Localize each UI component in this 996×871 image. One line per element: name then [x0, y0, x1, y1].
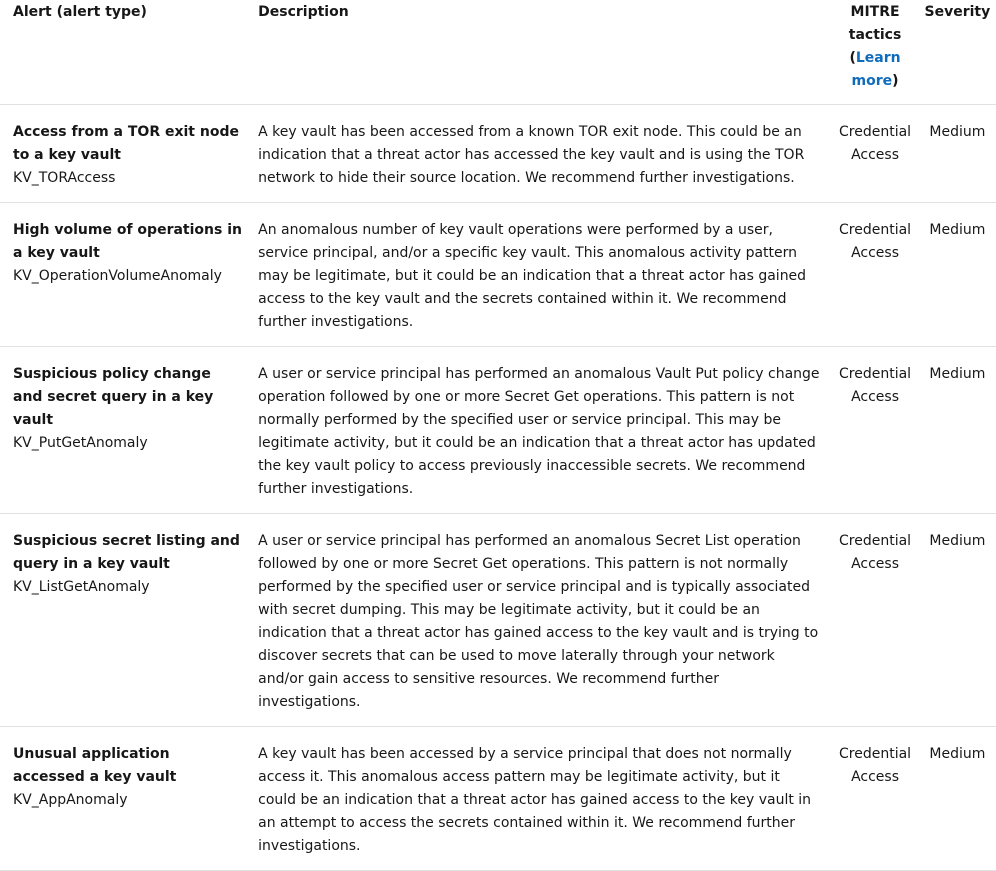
- alert-severity: Medium: [929, 533, 986, 549]
- header-mitre-tactics: [831, 0, 918, 105]
- table-row: [0, 105, 996, 203]
- alert-mitre-tactic: Credential Access: [839, 533, 912, 572]
- alert-description: A user or service principal has performed an anomalous Vault Put policy change operation followed by one or more Secret Get operations. This pattern is not normally performed by the specified user or service principal. This may be legitimate activity, but it could be an indication that a threat actor has updated the key vault policy to access previously inaccessible secrets. We recommend further investigations.: [258, 366, 820, 497]
- alert-name: Unusual application accessed a key vault: [13, 746, 177, 785]
- header-mitre-paren-open: (: [849, 50, 856, 66]
- alert-name: Suspicious secret listing and query in a key vault: [13, 533, 240, 572]
- alert-mitre-tactic: Credential Access: [839, 746, 912, 785]
- alert-name: Suspicious policy change and secret query in a key vault: [13, 366, 214, 428]
- alert-description: A user or service principal has performed an anomalous Secret List operation followed by one or more Secret Get operations. This pattern is not normally performed by the specified user or service principal and is typically associated with secret dumping. This may be legitimate activity, but it could be an indication that a threat actor has gained access to the key vault and is trying to discover secrets that can be used to move laterally through your network and/or gain access to sensitive resources. We recommend further investigations.: [258, 533, 819, 710]
- header-severity: Severity: [924, 4, 991, 20]
- header-mitre-line1: MITRE: [850, 4, 900, 20]
- alert-mitre-tactic: Credential Access: [839, 222, 912, 261]
- alert-name: High volume of operations in a key vault: [13, 222, 242, 261]
- alert-cell: [0, 105, 258, 203]
- header-alert-type: Alert (alert type): [13, 4, 147, 20]
- alert-description: An anomalous number of key vault operations were performed by a user, service principal, and/or a specific key vault. This anomalous activity pattern may be legitimate, but it could be an indication that a threat actor has gained access to the key vault and the secrets contained within it. We recommend further investigations.: [258, 222, 807, 330]
- alert-code: KV_TORAccess: [13, 170, 116, 186]
- alert-name: Access from a TOR exit node to a key vault: [13, 124, 239, 163]
- alert-cell: [0, 347, 258, 514]
- alert-code: KV_ListGetAnomaly: [13, 579, 150, 595]
- alert-severity: Medium: [929, 222, 986, 238]
- alert-description: A key vault has been accessed from a known TOR exit node. This could be an indication that a threat actor has accessed the key vault and is using the TOR network to hide their source location. We recommend further investigations.: [258, 124, 805, 186]
- header-mitre-paren-close: ): [892, 73, 899, 89]
- alert-code: KV_OperationVolumeAnomaly: [13, 268, 222, 284]
- alert-severity: Medium: [929, 746, 986, 762]
- table-row: [0, 514, 996, 727]
- alert-description: A key vault has been accessed by a service principal that does not normally access it. This anomalous access pattern may be legitimate activity, but it could be an indication that a threat actor has gained access to the key vault in an attempt to access the secrets contained within it. We recommend further investigations.: [258, 746, 812, 854]
- learn-more-link[interactable]: Learn more: [851, 50, 901, 89]
- alert-severity: Medium: [929, 124, 986, 140]
- alert-cell: [0, 727, 258, 871]
- table-header-row: [0, 0, 996, 105]
- alert-mitre-tactic: Credential Access: [839, 366, 912, 405]
- alert-severity: Medium: [929, 366, 986, 382]
- table-row: [0, 727, 996, 871]
- alert-cell: [0, 203, 258, 347]
- table-row: [0, 203, 996, 347]
- table-row: [0, 347, 996, 514]
- alert-mitre-tactic: Credential Access: [839, 124, 912, 163]
- alert-code: KV_AppAnomaly: [13, 792, 128, 808]
- header-description: Description: [258, 4, 349, 20]
- alert-code: KV_PutGetAnomaly: [13, 435, 148, 451]
- alert-cell: [0, 514, 258, 727]
- header-mitre-line2: tactics: [848, 27, 902, 43]
